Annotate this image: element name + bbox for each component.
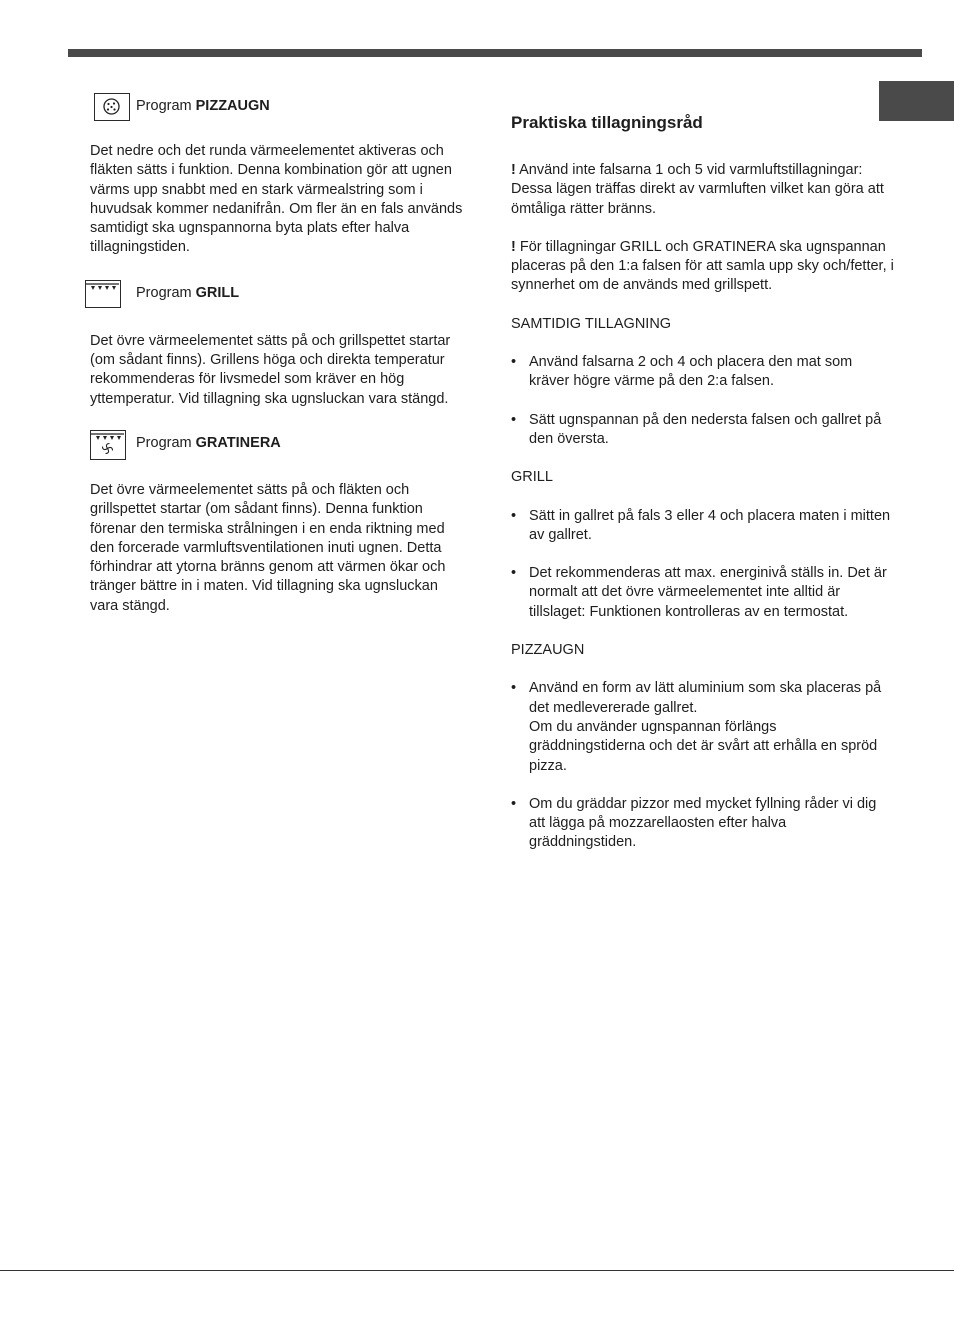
grill-icon [85,280,121,308]
program-gratinera-text: Det övre värmeelementet sätts på och fläkten och grillspettet startar (om sådant finns). Denna funktion förenar den termiska strålningen i en enda riktning med den forcerade varmluftsventilationen inuti ugnen. Detta förhindrar att ytorna bränns genom att värmen ökar och tränger bättre in i maten. Vid tillagning ska ugnsluckan vara stängd. [90,481,446,614]
program-grill-title: Program GRILL [136,284,240,301]
program-pizza-header [90,93,468,123]
cooking-tips [511,113,896,853]
program-grill-text: Det övre värmeelementet sätts på och grillspettet startar (om sådant finns). Grillens höga och direkta temperatur rekommenderas för livsmedel som kräver en hög yttemperatur. Vid tillagning ska ugnsluckan vara stängd. [90,332,451,407]
section-pizzaugn-title: PIZZAUGN [511,642,585,659]
list-item: • Sätt in gallret på fals 3 eller 4 och placera maten i mitten av gallret. [511,507,891,543]
section-grill-title: GRILL [511,469,553,486]
gratin-fan-icon [90,430,126,460]
program-descriptions [90,93,468,616]
list-item: • Om du gräddar pizzor med mycket fyllning råder vi dig att lägga på mozzarellaosten efter halva gräddningstiden. [511,795,877,851]
program-gratinera-title: Program GRATINERA [136,434,281,451]
program-pizza-title: Program PIZZAUGN [136,98,270,114]
warning-2: ! För tillagningar GRILL och GRATINERA ska ugnspannan placeras på den 1:a falsen för att samla upp sky och/fetter, i synnerhet om de används med grillspett. [511,238,894,294]
footer-rule [0,1270,954,1271]
program-grill-header [90,280,468,310]
header-rule [68,49,922,57]
list-item: • Använd en form av lätt aluminium som ska placeras på det medlevererade gallret. Om du använder ugnspannan förlängs gräddningstiderna och det är svårt att erhålla en spröd pizza. [511,680,882,774]
list-item: • Det rekommenderas att max. energinivå ställs in. Det är normalt att det övre värmeelementet inte alltid är tillslaget: Funktionen kontrolleras av en termostat. [511,565,887,620]
program-gratinera-header [90,430,468,460]
pizza-oven-icon [94,93,130,121]
tips-heading: Praktiska tillagningsråd [511,113,703,132]
program-pizza-text: Det nedre och det runda värmeelementet aktiveras och fläkten sätts i funktion. Denna kombination gör att ugnen värms upp snabbt med en stark värmealstring som i huvudsak kommer nedanifrån. Om fler än en fals används samtidigt ska ugnspannorna byta plats efter halva tillagningstiden. [90,143,463,256]
section-samtidig-title: SAMTIDIG TILLAGNING [511,315,672,332]
warning-1: ! Använd inte falsarna 1 och 5 vid varmluftstillagningar: Dessa lägen träffas direkt av varmluften vilket kan göra att ömtåliga rätter bränns. [511,162,884,217]
list-item: • Sätt ugnspannan på den nedersta falsen och gallret på den översta. [511,411,882,447]
list-item: • Använd falsarna 2 och 4 och placera den mat som kräver högre värme på den 2:a falsen. [511,354,853,390]
